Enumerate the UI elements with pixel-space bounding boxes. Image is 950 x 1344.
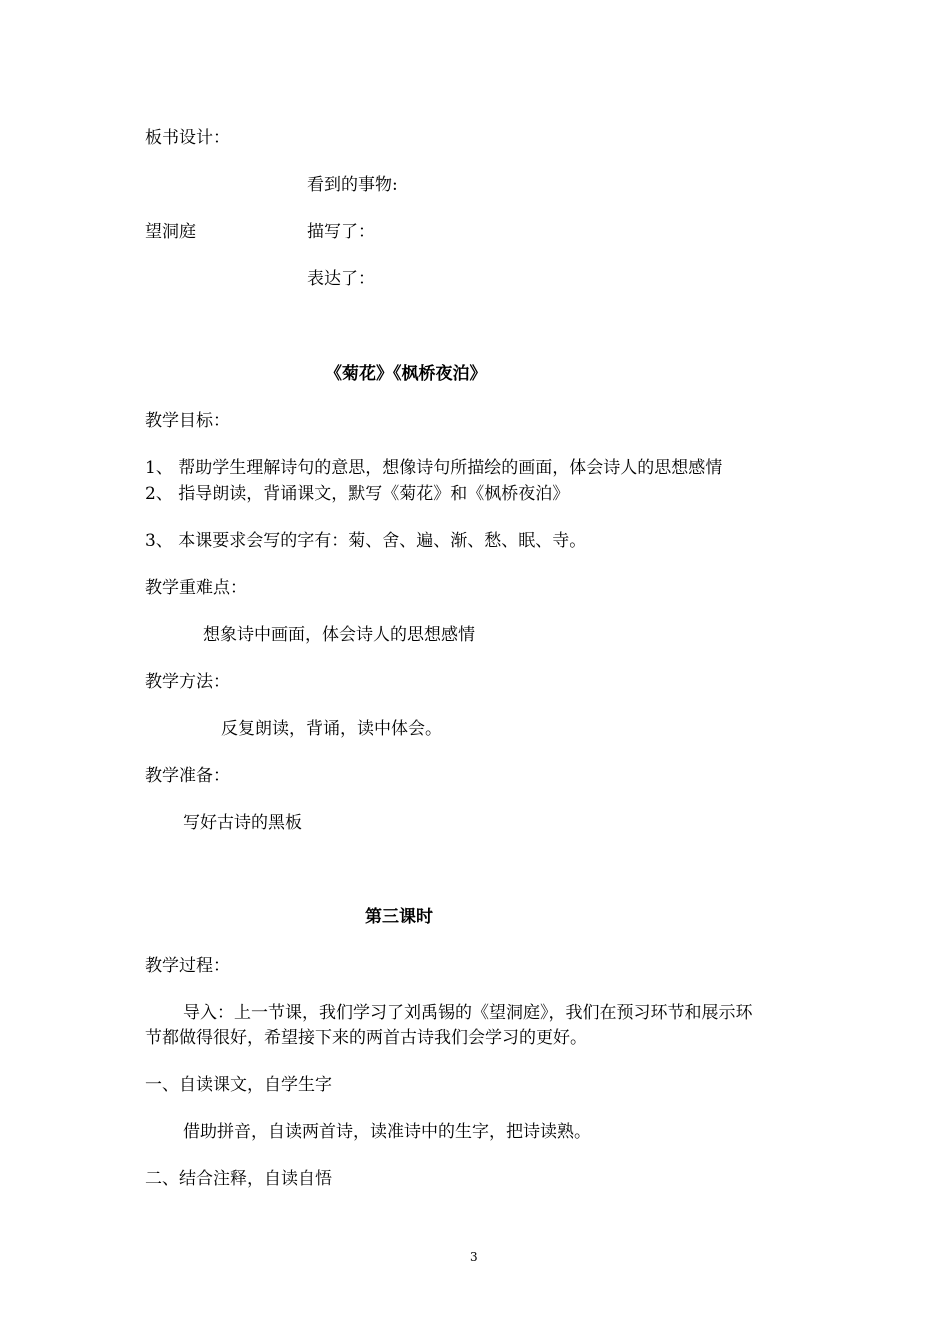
prep-text: 写好古诗的黑板 <box>183 813 302 833</box>
step2-heading: 二、结合注释，自读自悟 <box>145 1169 332 1189</box>
third-period-title: 第三课时 <box>365 907 433 927</box>
step1-text: 借助拼音，自读两首诗，读准诗中的生字，把诗读熟。 <box>183 1122 591 1142</box>
board-design-item-described: 描写了： <box>307 222 375 242</box>
page-number: 3 <box>470 1250 478 1264</box>
key-points-text: 想象诗中画面，体会诗人的思想感情 <box>203 625 475 645</box>
board-design-item-expressed: 表达了： <box>307 269 375 289</box>
goals-heading: 教学目标： <box>145 411 230 431</box>
intro-line-1: 导入：上一节课，我们学习了刘禹锡的《望洞庭》，我们在预习环节和展示环 <box>183 1003 753 1023</box>
board-design-item-seen: 看到的事物: <box>307 175 398 195</box>
lesson-title: 《菊花》《枫桥夜泊》 <box>325 364 487 384</box>
intro-line-2: 节都做得很好，希望接下来的两首古诗我们会学习的更好。 <box>145 1028 587 1048</box>
goal-item-1: 1、 帮助学生理解诗句的意思，想像诗句所描绘的画面，体会诗人的思想感情 <box>145 458 723 478</box>
methods-text: 反复朗读，背诵，读中体会。 <box>221 719 442 739</box>
goal-item-2: 2、 指导朗读，背诵课文，默写《菊花》和《枫桥夜泊》 <box>145 484 570 504</box>
methods-heading: 教学方法： <box>145 672 230 692</box>
prep-heading: 教学准备： <box>145 766 230 786</box>
board-design-heading: 板书设计： <box>145 128 230 148</box>
goal-item-3: 3、 本课要求会写的字有：菊、舍、遍、渐、愁、眠、寺。 <box>145 531 587 551</box>
board-design-left-label: 望洞庭 <box>145 222 196 242</box>
process-heading: 教学过程： <box>145 956 230 976</box>
key-points-heading: 教学重难点： <box>145 578 247 598</box>
step1-heading: 一、自读课文，自学生字 <box>145 1075 332 1095</box>
